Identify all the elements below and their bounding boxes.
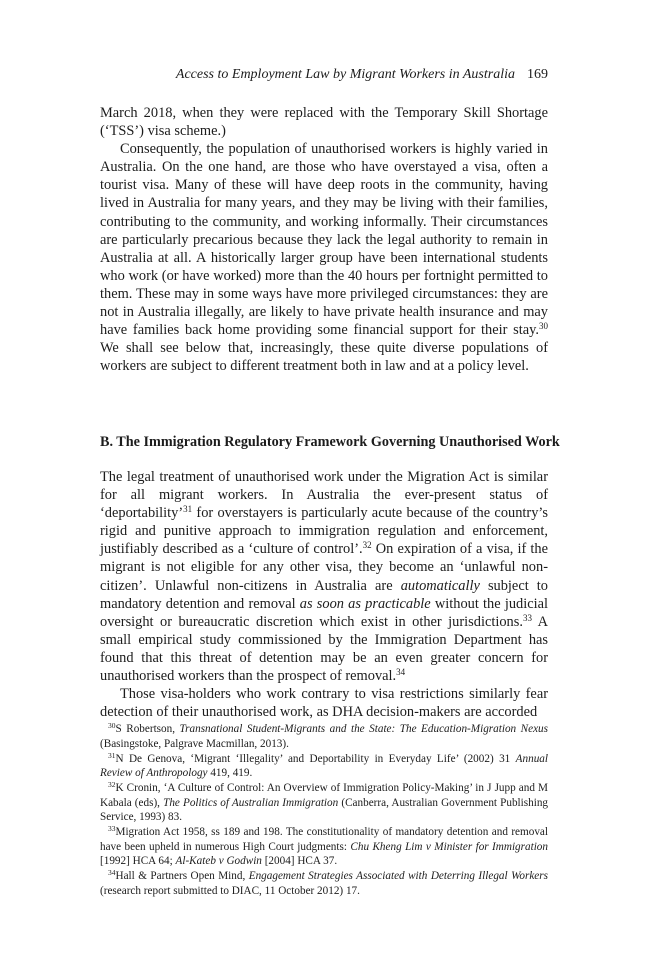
footnote: $^{31}$N De Genova, ‘Migrant ‘Illegality’ and Deportability in Everyday Life’ (2002) 31 Annual Review of Anthropology 419, 419.: [100, 750, 548, 779]
paragraph: Those visa-holders who work contrary to visa restrictions similarly fear detection of their unauthorised work, as DHA decision-makers are accorded: [100, 686, 548, 721]
footnotes: [100, 722, 548, 899]
footnote-ref: 30: [539, 321, 548, 332]
paragraph: The legal treatment of unauthorised work under the Migration Act is similar for all migrant workers. In Australia the ever-present status of ‘deportability’$^{31}$ for overstayers is particularly acute because of the country’s rigid and punitive approach to immigration regulation and enforcement, justifiably described as a ‘culture of control’.$^{32}$ On expiration of a visa, if the migrant is not eligible for any other visa, they become an ‘unlawful non-citizen’. Unlawful non-citizens in Australia are automatically subject to mandatory detention and removal as soon as practicable without the judicial oversight or bureaucratic discretion which exist in other jurisdictions.$^{33}$ A small empirical study commissioned by the Immigration Department has found that this threat of detention may be an even greater concern for unauthorised workers than the prospect of removal.$^{34}$: [100, 469, 549, 685]
running-title: Access to Employment Law by Migrant Workers in Australia: [175, 67, 515, 82]
running-header: [100, 67, 548, 83]
page-number: 169: [527, 67, 548, 82]
footnote-ref: 33: [522, 612, 532, 623]
footnote: $^{34}$Hall & Partners Open Mind, Engagement Strategies Associated with Deterring Illegal Workers (research report submitted to DIAC, 11 October 2012) 17.: [100, 868, 548, 897]
footnote-ref: 32: [362, 540, 372, 551]
footnote-ref: 31: [183, 504, 193, 515]
footnote: $^{32}$K Cronin, ‘A Culture of Control: An Overview of Immigration Policy-Making’ in J Jupp and M Kabala (eds), The Politics of Australian Immigration (Canberra, Australian Government Publishing Service, 1993) 83.: [100, 780, 549, 823]
footnote: $^{30}$S Robertson, Transnational Student-Migrants and the State: The Education-Migration Nexus (Basingstoke, Palgrave Macmillan, 2013).: [100, 721, 548, 750]
footnote-ref: 34: [396, 667, 406, 678]
footnote: $^{33}$Migration Act 1958, ss 189 and 198. The constitutionality of mandatory detention and removal have been upheld in numerous High Court judgments: Chu Kheng Lim v Minister for Immigration [1992] HCA 64; Al-Kateb v Godwin [2004] HCA 37.: [100, 824, 548, 867]
paragraph: March 2018, when they were replaced with the Temporary Skill Shortage (‘TSS’) visa scheme.): [100, 105, 548, 140]
paragraph: Consequently, the population of unauthorised workers is highly varied in Australia. On the one hand, are those who have overstayed a visa, often a tourist visa. Many of these will have deep roots in the community, having lived in Australia for many years, and they may be living with their families, contributing to the community, and working informally. Their circumstances are particularly precarious because they lack the legal authority to remain in Australia at all. A historically larger group have been international students who work (or have worked) more than the 40 hours per fortnight permitted to them. These may in some ways have more privileged circumstances: they are not in Australia illegally, are likely to have private health insurance and may have families back home providing some financial support for their stay.$^{30}$ We shall see below that, increasingly, these quite diverse populations of workers are subject to different treatment both in law and at a policy level.: [100, 141, 548, 375]
body-text-lower: [100, 468, 548, 721]
body-text-upper: [100, 104, 548, 375]
section-heading: B. The Immigration Regulatory Framework Governing Unauthorised Work: [100, 434, 560, 450]
